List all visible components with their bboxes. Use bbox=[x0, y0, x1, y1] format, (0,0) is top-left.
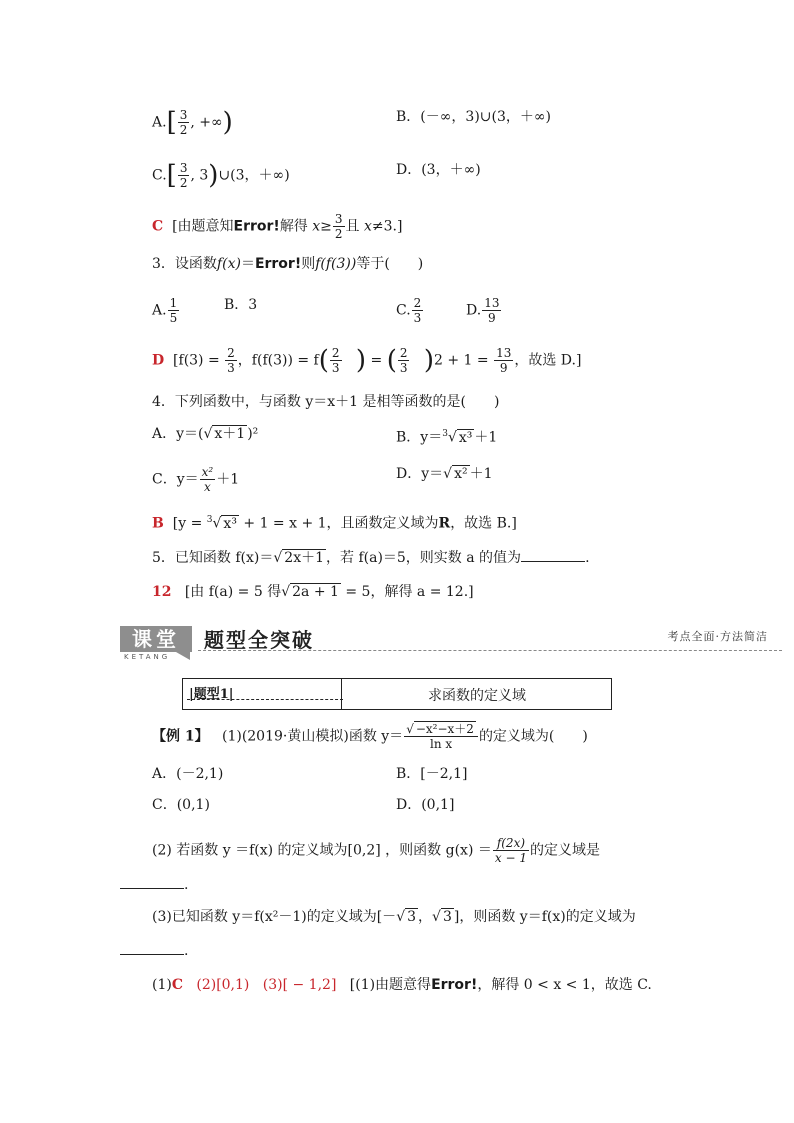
q3-option-c: C. $\frac{2}{3}$ bbox=[396, 296, 422, 325]
example1-part1: 【例 1】 (1)(2019·黄山模拟)函数 y＝ $\frac{\text{√ −x²−x＋2}}{\text{ln x}}$ 的定义域为( ) bbox=[152, 722, 588, 751]
question-type-box bbox=[182, 678, 612, 710]
q3-option-a: A. $\frac{1}{5}$ bbox=[152, 296, 178, 325]
example1-option-b: B．[－2,1] bbox=[396, 766, 468, 782]
example1-option-a: A．(－2,1) bbox=[152, 766, 224, 782]
q5-answer: 12 [由 f(a) = 5 得√ 2a + 1 = 5，解得 a = 12.] bbox=[152, 584, 474, 600]
example1-part2: (2) 若函数 y ＝f(x) 的定义域为[0,2] ，则函数 g(x) ＝ $\frac{f(2x)}{x - 1}$ 的定义域是 bbox=[152, 836, 600, 865]
example1-part2-blank: . bbox=[120, 874, 188, 894]
ketang-tag: 课堂 bbox=[120, 626, 192, 652]
type-title: 求函数的定义域 bbox=[428, 688, 526, 704]
q2-option-b: B．(－∞，3)∪(3，＋∞) bbox=[396, 109, 552, 125]
tag-tail bbox=[176, 652, 190, 660]
q4-answer: B [y = $^3$√ x³ + 1 = x + 1，且函数定义域为R，故选 B.] bbox=[152, 515, 517, 532]
type-label: |题型1| bbox=[189, 687, 234, 702]
q4-stem: 4．下列函数中，与函数 y＝x＋1 是相等函数的是( ) bbox=[152, 394, 500, 410]
q5-blank bbox=[521, 547, 585, 562]
ketang-pinyin: KETANG bbox=[124, 653, 171, 661]
q4-option-a: A．y＝(√ x＋1 )² bbox=[152, 426, 259, 442]
section-title: 题型全突破 bbox=[204, 628, 314, 652]
q4-option-d: D．y＝√ x² ＋1 bbox=[396, 466, 493, 482]
q4-option-c: C．y＝ $\frac{\text{x²}}{x}$ ＋1 bbox=[152, 465, 240, 494]
section-motto: 考点全面·方法简洁 bbox=[667, 630, 768, 643]
section-banner bbox=[120, 624, 782, 662]
example1-option-d: D．(0,1] bbox=[396, 797, 455, 813]
q2-option-c: C.[ $\frac{3}{2}$ , 3)∪(3，＋∞) bbox=[152, 160, 290, 191]
q3-option-b: B．3 bbox=[224, 297, 258, 313]
type-box-separator bbox=[341, 679, 342, 709]
q2-answer: C [由题意知Error!解得 x≥ $\frac{3}{2}$ 且 x≠3.] bbox=[152, 212, 403, 241]
q3-option-d: D. $\frac{13}{9}$ bbox=[466, 296, 500, 325]
q3-stem: 3．设函数f(x)＝Error!则f(f(3))等于( ) bbox=[152, 256, 424, 272]
q2-option-a: A.[ $\frac{3}{2}$ , +∞) bbox=[152, 107, 233, 138]
type-label-underline bbox=[187, 699, 343, 700]
q5-stem: 5．已知函数 f(x)＝√ 2x＋1 ，若 f(a)＝5，则实数 a 的值为 . bbox=[152, 547, 590, 567]
example1-part3: (3)已知函数 y＝f(x²－1)的定义域为[－√ 3 ，√ 3 ]，则函数 y＝f(x)的定义域为 bbox=[152, 909, 636, 925]
q3-answer: D [f(3) = $\frac{2}{3}$ ，f(f(3)) = f( $\frac{2}{3}$ ) = ( $\frac{2}{3}$ )2 + 1 = $\frac{13}{9}$ ，故选 D.] bbox=[152, 345, 582, 376]
example1-option-c: C．(0,1) bbox=[152, 797, 210, 813]
example1-part3-blank: . bbox=[120, 940, 188, 960]
q2-option-d: D．(3，＋∞) bbox=[396, 162, 481, 178]
q4-option-b: B．y＝$^3$√ x³ ＋1 bbox=[396, 429, 498, 446]
example1-answer: (1)C (2)[0,1) (3)[ − 1,2] [(1)由题意得Error!，解得 0 < x < 1，故选 C. bbox=[152, 977, 652, 993]
banner-divider bbox=[198, 650, 782, 651]
